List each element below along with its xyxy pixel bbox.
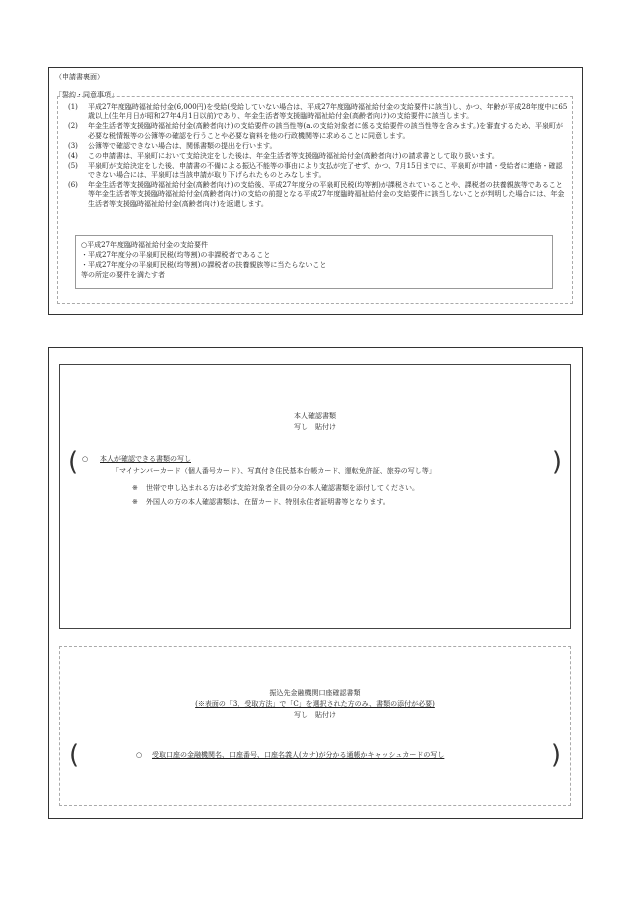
consent-item-number: (4) — [68, 151, 78, 160]
bank-doc-main: 受取口座の金融機関名、口座番号、口座名義人(カナ)が分かる通帳かキャッシュカードの写し — [152, 751, 445, 759]
consent-item — [68, 181, 568, 209]
id-document-section — [59, 364, 571, 629]
note-mark: ※ — [132, 498, 138, 506]
consent-page — [48, 67, 583, 315]
consent-item — [68, 142, 568, 151]
bracket-left: ( — [68, 447, 79, 477]
consent-item — [68, 122, 568, 141]
bracket-right: ) — [550, 740, 561, 770]
consent-item-number: (5) — [68, 161, 78, 170]
requirement-line: ・平成27年度分の平泉町民税(均等割)の非課税者であること — [81, 251, 271, 260]
bank-doc-subtitle-2: 写し 貼付け — [294, 711, 336, 719]
consent-items-list — [68, 103, 568, 210]
consent-item-text: 年金生活者等支援臨時福祉給付金(高齢者向け)の支給後、平成27年度分の平泉町民税(均等割)が課税されていることや、課税者の扶養親族等であること等年金生活者等支援臨時福祉給付金(高齢者向け)の支給の前提となる平成27年度臨時福祉給付金の支給要件に該当しないことが判明した場合には、年金生活者等支援臨時福祉給付金(高齢者向け)を返還します。 — [88, 181, 565, 208]
requirement-line: ・平成27年度分の平泉町民税(均等割)の課税者の扶養親族等に当たらないこと — [81, 261, 327, 270]
id-doc-subtitle: 写し 貼付け — [294, 423, 336, 431]
consent-items-box — [57, 96, 573, 304]
bracket-right: ) — [551, 447, 562, 477]
id-doc-main: 本人が確認できる書類の写し — [100, 455, 191, 463]
consent-item-number: (1) — [68, 103, 78, 111]
bank-document-section — [59, 646, 571, 806]
id-doc-example: 「マイナンバーカード（個人番号カード）、写真付き住民基本台帳カード、運転免許証、旅券の写し等」 — [112, 467, 436, 475]
consent-item-number: (6) — [68, 181, 78, 189]
requirements-title: ○平成27年度臨時福祉給付金の支給要件 — [81, 241, 209, 249]
consent-item-text: 公簿等で確認できない場合は、関係書類の提出を行います。 — [88, 141, 277, 150]
consent-item-number: (3) — [68, 141, 78, 150]
consent-item-text: この申請書は、平泉町において支給決定をした後は、年金生活者等支援臨時福祉給付金(高齢者向け)の請求書として取り扱います。 — [88, 151, 499, 160]
attachment-page — [48, 347, 583, 819]
consent-section-title: 「誓約・同意事項」 — [55, 91, 118, 99]
consent-item-text: 平成27年度臨時福祉給付金(6,000円)を受給(受給していない場合は、平成27年度臨時福祉給付金の支給要件に該当)し、かつ、年齢が平成28年度中に65歳以上(生年月日が昭和27年4月1日以前)であり、年金生活者等支援臨時福祉給付金(高齢者向け)の支給要件に該当します。 — [88, 103, 568, 121]
bank-doc-title: 振込先金融機関口座確認書類 — [269, 689, 361, 697]
requirements-box — [75, 235, 553, 289]
id-doc-title: 本人確認書類 — [294, 412, 336, 420]
consent-item-text: 年金生活者等支援臨時福祉給付金(高齢者向け)の支給要件の該当性等(a.の支給対象者に係る支給要件の該当性等を含みます。)を審査するため、平泉町が必要な税情報等の公簿等の確認を行うことや必要な資料を他の行政機関等に求めることに同意します。 — [88, 122, 563, 140]
bracket-left: ( — [69, 740, 80, 770]
consent-item-number: (2) — [68, 122, 78, 131]
consent-item — [68, 152, 568, 161]
requirements-footer: 等の所定の要件を満たす者 — [81, 271, 165, 280]
consent-item — [68, 103, 568, 122]
form-back-header: （申請書裏面） — [55, 73, 104, 81]
consent-item-text: 平泉町が支給決定をした後、申請書の不備による振込不能等の事由により支払が完了せず、かつ、7月15日までに、平泉町が申請・受給者に連絡・確認できない場合には、平泉町は当該申請が取り下げられたものとみなします。 — [88, 161, 563, 180]
consent-item — [68, 162, 568, 181]
id-doc-note-2: 外国人の方の本人確認書類は、在留カード、特別永住者証明書等となります。 — [146, 498, 390, 506]
id-doc-circle: ○ — [82, 455, 89, 463]
bank-doc-subtitle: (※表面の「3．受取方法」で「C」を選択された方のみ、書類の添付が必要) — [195, 700, 435, 708]
bank-doc-circle: ○ — [136, 751, 143, 759]
note-mark: ※ — [132, 484, 138, 492]
id-doc-note-1: 世帯で申し込まれる方は必ず支給対象者全員の分の本人確認書類を添付してください。 — [146, 484, 419, 492]
